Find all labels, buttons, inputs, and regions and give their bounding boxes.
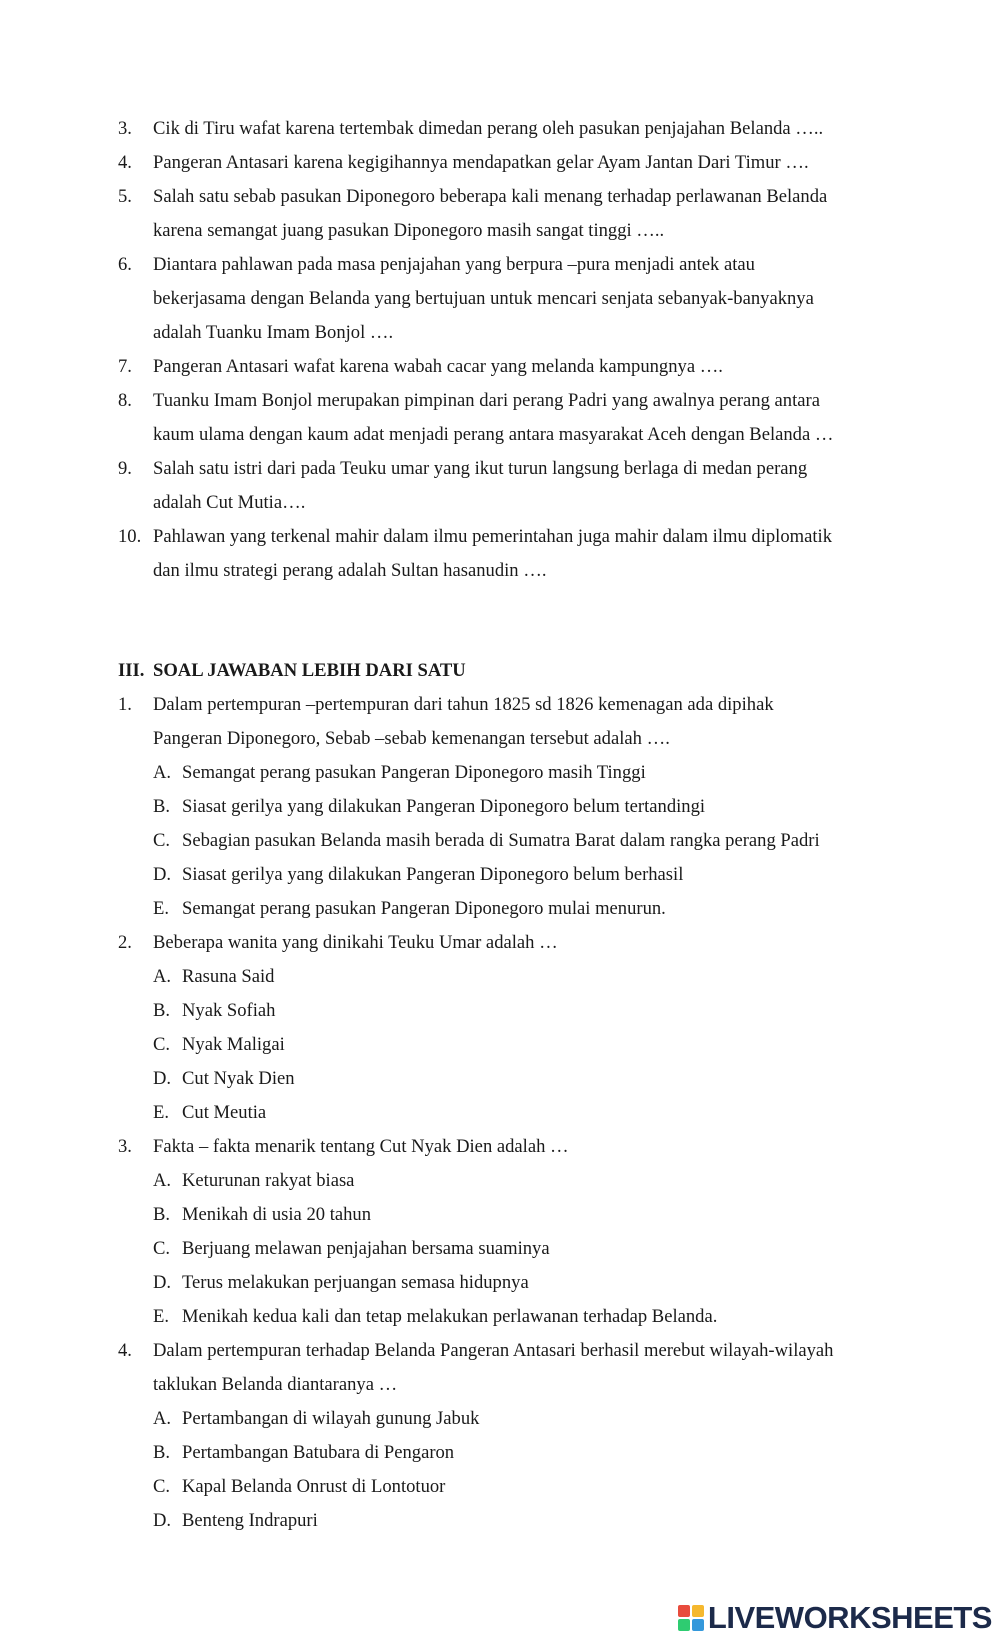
question-item bbox=[0, 452, 1000, 486]
option-letter: C. bbox=[153, 1238, 171, 1259]
answer-option bbox=[0, 1504, 1000, 1538]
option-text: Rasuna Said bbox=[182, 966, 275, 987]
option-letter: D. bbox=[153, 1510, 172, 1531]
option-letter: D. bbox=[153, 1068, 172, 1089]
question-item bbox=[0, 1334, 1000, 1368]
question-item bbox=[0, 112, 1000, 146]
answer-option bbox=[0, 790, 1000, 824]
option-text: Terus melakukan perjuangan semasa hidupnya bbox=[182, 1272, 529, 1293]
question-number: 8. bbox=[118, 390, 132, 411]
option-text: Berjuang melawan penjajahan bersama suaminya bbox=[182, 1238, 550, 1259]
question-text: Pangeran Diponegoro, Sebab –sebab kemenangan tersebut adalah …. bbox=[153, 728, 670, 749]
question-number: 4. bbox=[118, 152, 132, 173]
question-item bbox=[0, 1130, 1000, 1164]
logo-square-blue bbox=[692, 1619, 704, 1631]
section-number: III. bbox=[118, 660, 145, 681]
option-letter: A. bbox=[153, 1170, 172, 1191]
option-text: Menikah kedua kali dan tetap melakukan perlawanan terhadap Belanda. bbox=[182, 1306, 718, 1327]
question-text: Tuanku Imam Bonjol merupakan pimpinan dari perang Padri yang awalnya perang antara bbox=[153, 390, 820, 411]
option-text: Sebagian pasukan Belanda masih berada di Sumatra Barat dalam rangka perang Padri bbox=[182, 830, 820, 851]
question-text: Salah satu istri dari pada Teuku umar yang ikut turun langsung berlaga di medan perang bbox=[153, 458, 808, 479]
option-letter: A. bbox=[153, 1408, 172, 1429]
question-text: kaum ulama dengan kaum adat menjadi perang antara masyarakat Aceh dengan Belanda … bbox=[153, 424, 834, 445]
answer-option bbox=[0, 1232, 1000, 1266]
section-multiple-answer bbox=[0, 654, 1000, 1538]
question-item bbox=[0, 350, 1000, 384]
question-number: 9. bbox=[118, 458, 132, 479]
section-title: SOAL JAWABAN LEBIH DARI SATU bbox=[153, 660, 466, 681]
option-text: Pertambangan di wilayah gunung Jabuk bbox=[182, 1408, 480, 1429]
question-text: adalah Tuanku Imam Bonjol …. bbox=[153, 322, 394, 343]
answer-option bbox=[0, 1164, 1000, 1198]
question-item bbox=[0, 146, 1000, 180]
question-item bbox=[0, 926, 1000, 960]
option-letter: B. bbox=[153, 1442, 171, 1463]
question-text: taklukan Belanda diantaranya … bbox=[153, 1374, 398, 1395]
option-text: Cut Meutia bbox=[182, 1102, 267, 1123]
option-letter: B. bbox=[153, 1204, 171, 1225]
question-number: 4. bbox=[118, 1340, 132, 1361]
option-text: Nyak Maligai bbox=[182, 1034, 285, 1055]
option-text: Nyak Sofiah bbox=[182, 1000, 276, 1021]
question-text: Dalam pertempuran terhadap Belanda Pangeran Antasari berhasil merebut wilayah-wilayah bbox=[153, 1340, 834, 1361]
answer-option bbox=[0, 1402, 1000, 1436]
option-letter: A. bbox=[153, 966, 172, 987]
option-letter: E. bbox=[153, 1102, 170, 1123]
answer-option bbox=[0, 1470, 1000, 1504]
question-text: Salah satu sebab pasukan Diponegoro beberapa kali menang terhadap perlawanan Belanda bbox=[153, 186, 828, 207]
logo-text: LIVEWORKSHEETS bbox=[707, 1600, 992, 1635]
option-text: Semangat perang pasukan Pangeran Diponegoro mulai menurun. bbox=[182, 898, 666, 919]
option-text: Keturunan rakyat biasa bbox=[182, 1170, 355, 1191]
answer-option bbox=[0, 1096, 1000, 1130]
logo-square-green bbox=[678, 1619, 690, 1631]
option-letter: D. bbox=[153, 1272, 172, 1293]
answer-option bbox=[0, 858, 1000, 892]
option-letter: E. bbox=[153, 1306, 170, 1327]
answer-option bbox=[0, 756, 1000, 790]
answer-option bbox=[0, 1028, 1000, 1062]
option-text: Benteng Indrapuri bbox=[182, 1510, 318, 1531]
question-text: bekerjasama dengan Belanda yang bertujuan untuk mencari senjata sebanyak-banyaknya bbox=[153, 288, 814, 309]
liveworksheets-logo-icon bbox=[678, 1605, 704, 1631]
question-continuation bbox=[0, 214, 1000, 248]
option-letter: A. bbox=[153, 762, 172, 783]
question-number: 2. bbox=[118, 932, 132, 953]
answer-option bbox=[0, 960, 1000, 994]
answer-option bbox=[0, 994, 1000, 1028]
question-number: 7. bbox=[118, 356, 132, 377]
question-number: 3. bbox=[118, 118, 132, 139]
question-text: Pahlawan yang terkenal mahir dalam ilmu pemerintahan juga mahir dalam ilmu diplomatik bbox=[153, 526, 832, 547]
logo-square-red bbox=[678, 1605, 690, 1617]
answer-option bbox=[0, 1436, 1000, 1470]
question-continuation bbox=[0, 722, 1000, 756]
section-heading bbox=[0, 654, 1000, 688]
question-text: karena semangat juang pasukan Diponegoro masih sangat tinggi ….. bbox=[153, 220, 665, 241]
option-text: Kapal Belanda Onrust di Lontotuor bbox=[182, 1476, 446, 1497]
answer-option bbox=[0, 1300, 1000, 1334]
question-item bbox=[0, 180, 1000, 214]
option-text: Pertambangan Batubara di Pengaron bbox=[182, 1442, 455, 1463]
logo-square-yellow bbox=[692, 1605, 704, 1617]
multiple-answer-question-list bbox=[0, 688, 1000, 1538]
option-letter: E. bbox=[153, 898, 170, 919]
option-letter: D. bbox=[153, 864, 172, 885]
option-letter: C. bbox=[153, 830, 171, 851]
question-text: Beberapa wanita yang dinikahi Teuku Umar adalah … bbox=[153, 932, 558, 953]
question-number: 10. bbox=[118, 526, 142, 547]
option-letter: B. bbox=[153, 796, 171, 817]
question-item bbox=[0, 248, 1000, 282]
question-continuation bbox=[0, 486, 1000, 520]
answer-option bbox=[0, 824, 1000, 858]
question-text: adalah Cut Mutia…. bbox=[153, 492, 306, 513]
question-continuation bbox=[0, 316, 1000, 350]
question-continuation bbox=[0, 1368, 1000, 1402]
option-letter: C. bbox=[153, 1034, 171, 1055]
option-text: Cut Nyak Dien bbox=[182, 1068, 295, 1089]
true-false-question-list bbox=[0, 112, 1000, 588]
question-text: Pangeran Antasari karena kegigihannya mendapatkan gelar Ayam Jantan Dari Timur …. bbox=[153, 152, 809, 173]
answer-option bbox=[0, 1198, 1000, 1232]
question-number: 6. bbox=[118, 254, 132, 275]
option-letter: B. bbox=[153, 1000, 171, 1021]
option-text: Siasat gerilya yang dilakukan Pangeran Diponegoro belum tertandingi bbox=[182, 796, 706, 817]
question-text: Diantara pahlawan pada masa penjajahan yang berpura –pura menjadi antek atau bbox=[153, 254, 755, 275]
question-text: Fakta – fakta menarik tentang Cut Nyak Dien adalah … bbox=[153, 1136, 569, 1157]
question-text: Pangeran Antasari wafat karena wabah cacar yang melanda kampungnya …. bbox=[153, 356, 723, 377]
question-number: 1. bbox=[118, 694, 132, 715]
option-text: Menikah di usia 20 tahun bbox=[182, 1204, 372, 1225]
option-text: Semangat perang pasukan Pangeran Diponegoro masih Tinggi bbox=[182, 762, 646, 783]
question-text: dan ilmu strategi perang adalah Sultan hasanudin …. bbox=[153, 560, 547, 581]
question-continuation bbox=[0, 418, 1000, 452]
question-number: 3. bbox=[118, 1136, 132, 1157]
answer-option bbox=[0, 892, 1000, 926]
question-text: Cik di Tiru wafat karena tertembak dimedan perang oleh pasukan penjajahan Belanda ….. bbox=[153, 118, 824, 139]
question-item bbox=[0, 688, 1000, 722]
question-item bbox=[0, 520, 1000, 554]
option-letter: C. bbox=[153, 1476, 171, 1497]
answer-option bbox=[0, 1266, 1000, 1300]
question-item bbox=[0, 384, 1000, 418]
question-number: 5. bbox=[118, 186, 132, 207]
option-text: Siasat gerilya yang dilakukan Pangeran Diponegoro belum berhasil bbox=[182, 864, 684, 885]
question-continuation bbox=[0, 554, 1000, 588]
liveworksheets-logo bbox=[678, 1599, 992, 1637]
answer-option bbox=[0, 1062, 1000, 1096]
question-text: Dalam pertempuran –pertempuran dari tahun 1825 sd 1826 kemenagan ada dipihak bbox=[153, 694, 774, 715]
question-continuation bbox=[0, 282, 1000, 316]
